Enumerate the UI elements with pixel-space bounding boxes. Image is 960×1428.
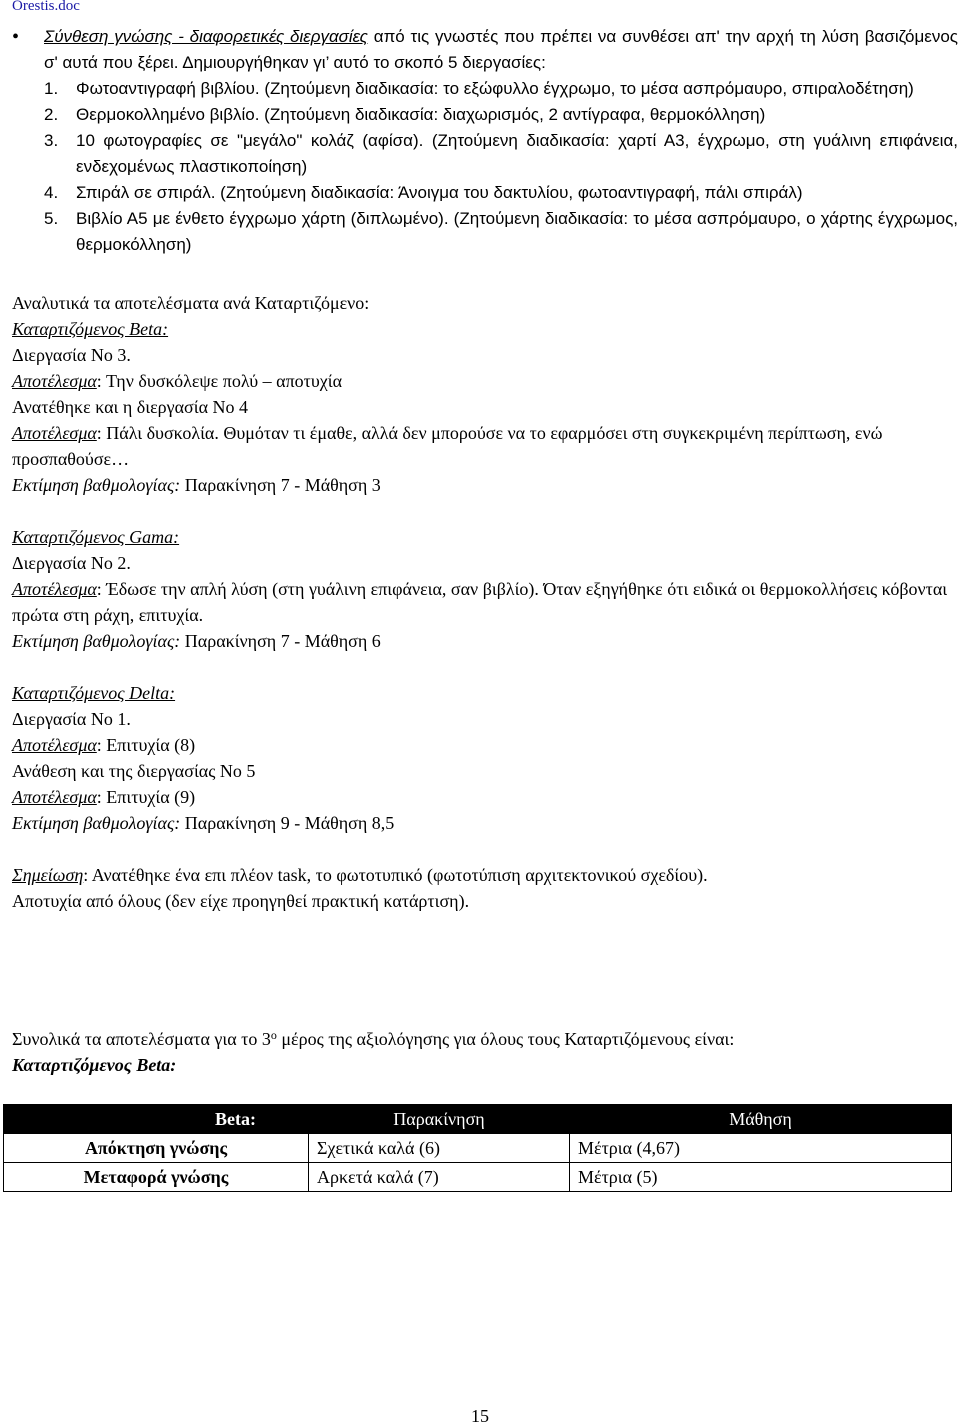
gama-score xyxy=(12,628,958,654)
process-list xyxy=(44,76,958,258)
table-row xyxy=(4,1134,952,1163)
intro-text: από τις γνωστές που πρέπει να συνθέσει απ' την αρχή τη λύση βασιζόμενος σ' αυτά που ξέρει. Δημιουργήθηκαν γι’ αυτό το σκοπό 5 διεργασίες: xyxy=(44,27,958,72)
item-number: 2. xyxy=(44,105,59,124)
summary-text-b: μέρος της αξιολόγησης για όλους τους Καταρτιζόμενους είναι: xyxy=(276,1029,735,1049)
score-value: Παρακίνηση 9 - Μάθηση 8,5 xyxy=(180,813,395,833)
intro-bullet xyxy=(12,24,958,258)
gama-process: Διεργασία Νο 2. xyxy=(12,553,131,573)
trainee-beta-name: Καταρτιζόμενος Beta: xyxy=(12,319,169,339)
table-cell: Μέτρια (4,67) xyxy=(570,1134,952,1163)
beta-assigned: Ανατέθηκε και η διεργασία Νο 4 xyxy=(12,397,249,417)
beta-process: Διεργασία Νο 3. xyxy=(12,345,131,365)
item-text: Θερμοκολλημένο βιβλίο. (Ζητούμενη διαδικασία: διαχωρισμός, 2 αντίγραφα, θερμοκόλληση) xyxy=(76,105,766,124)
summary-text-a: Συνολικά τα αποτελέσματα για το 3 xyxy=(12,1029,271,1049)
results-heading: Αναλυτικά τα αποτελέσματα ανά Καταρτιζόμενο: xyxy=(12,293,370,313)
note-paragraph xyxy=(12,862,958,888)
result-label: Αποτέλεσμα xyxy=(12,579,97,599)
delta-assigned: Ανάθεση και της διεργασίας Νο 5 xyxy=(12,761,256,781)
score-label: Εκτίμηση βαθμολογίας: xyxy=(12,475,181,495)
list-item xyxy=(44,180,958,206)
item-text: Φωτοαντιγραφή βιβλίου. (Ζητούμενη διαδικασία: το εξώφυλλο έγχρωμο, το μέσα ασπρόμαυρο, σπιραλοδέτηση) xyxy=(76,79,914,98)
table-cell: Αρκετά καλά (7) xyxy=(309,1163,570,1192)
summary-superscript: ο xyxy=(270,1028,277,1042)
list-item xyxy=(44,102,958,128)
result-text-cont: Θυμόταν τι έμαθε, αλλά δεν μπορούσε να το εφαρμόσει στη συγκεκριμένη περίπτωση, ενώ προσπαθούσε… xyxy=(12,423,883,469)
result-label: Αποτέλεσμα xyxy=(12,787,97,807)
list-item xyxy=(44,206,958,258)
item-text: 10 φωτογραφίες σε "μεγάλο" κολάζ (αφίσα). (Ζητούμενη διαδικασία: χαρτί Α3, έγχρωμο, στη γυάλινη επιφάνεια, ενδεχομένως πλαστικοποίηση) xyxy=(76,131,958,176)
table-header-row xyxy=(4,1105,952,1134)
gama-result xyxy=(12,576,958,628)
table-header-cell: Παρακίνηση xyxy=(309,1105,570,1134)
item-number: 1. xyxy=(44,79,59,98)
note-label: Σημείωση xyxy=(12,865,84,885)
item-number: 4. xyxy=(44,183,59,202)
document-body xyxy=(12,24,958,914)
beta-result-1 xyxy=(12,368,958,394)
delta-score xyxy=(12,810,958,836)
score-value: Παρακίνηση 7 - Μάθηση 6 xyxy=(180,631,381,651)
summary-block xyxy=(12,1026,958,1078)
page-number: 15 xyxy=(471,1406,489,1426)
table-cell: Μεταφορά γνώσης xyxy=(4,1163,309,1192)
item-text: Σπιράλ σε σπιράλ. (Ζητούμενη διαδικασία: Άνοιγμα του δακτυλίου, φωτοαντιγραφή, πάλι σπιράλ) xyxy=(76,183,803,202)
table-cell: Απόκτηση γνώσης xyxy=(4,1134,309,1163)
summary-subject: Καταρτιζόμενος Beta: xyxy=(12,1055,177,1075)
beta-score xyxy=(12,472,958,498)
results-table xyxy=(3,1104,952,1192)
item-text: Βιβλίο Α5 με ένθετο έγχρωμο χάρτη (διπλωμένο). (Ζητούμενη διαδικασία: το μέσα ασπρόμαυρο, ο χάρτης έγχρωμος, θερμοκόλληση) xyxy=(76,209,958,254)
delta-result-1 xyxy=(12,732,958,758)
result-text: : Την δυσκόλεψε πολύ – αποτυχία xyxy=(96,371,343,391)
score-label: Εκτίμηση βαθμολογίας: xyxy=(12,631,181,651)
summary-text xyxy=(12,1026,958,1052)
result-text: : Επιτυχία (9) xyxy=(96,787,196,807)
bullet-icon: • xyxy=(12,26,20,48)
table-row xyxy=(4,1163,952,1192)
result-text: : Πάλι δυσκολία. xyxy=(96,423,219,443)
note-paragraph-2: Αποτυχία από όλους (δεν είχε προηγηθεί πρακτική κατάρτιση). xyxy=(12,891,470,911)
table-header-cell: Beta: xyxy=(4,1105,309,1134)
result-label: Αποτέλεσμα xyxy=(12,423,97,443)
intro-paragraph xyxy=(44,24,958,76)
trainee-gama-name: Καταρτιζόμενος Gama: xyxy=(12,527,180,547)
result-label: Αποτέλεσμα xyxy=(12,735,97,755)
list-item xyxy=(44,76,958,102)
document-filename: Orestis.doc xyxy=(12,0,80,14)
result-text: : Έδωσε την απλή λύση (στη γυάλινη επιφάνεια, σαν βιβλίο). Όταν εξηγήθηκε ότι ειδικά οι θερμοκολλήσεις κόβονται πρώτα στη ράχη, επιτυχία. xyxy=(12,579,948,625)
note-text: : Ανατέθηκε ένα επι πλέον task, το φωτοτυπικό (φωτοτύπιση αρχιτεκτονικού σχεδίου). xyxy=(83,865,708,885)
table-cell: Μέτρια (5) xyxy=(570,1163,952,1192)
list-item xyxy=(44,128,958,180)
item-number: 3. xyxy=(44,131,59,150)
result-label: Αποτέλεσμα xyxy=(12,371,97,391)
trainee-delta-name: Καταρτιζόμενος Delta: xyxy=(12,683,176,703)
table-cell: Σχετικά καλά (6) xyxy=(309,1134,570,1163)
score-value: Παρακίνηση 7 - Μάθηση 3 xyxy=(180,475,381,495)
score-label: Εκτίμηση βαθμολογίας: xyxy=(12,813,181,833)
result-text: : Επιτυχία (8) xyxy=(96,735,196,755)
item-number: 5. xyxy=(44,209,59,228)
table-header-cell: Μάθηση xyxy=(570,1105,952,1134)
delta-process: Διεργασία Νο 1. xyxy=(12,709,131,729)
beta-result-2 xyxy=(12,420,958,472)
delta-result-2 xyxy=(12,784,958,810)
intro-title: Σύνθεση γνώσης - διαφορετικές διεργασίες xyxy=(44,27,368,46)
